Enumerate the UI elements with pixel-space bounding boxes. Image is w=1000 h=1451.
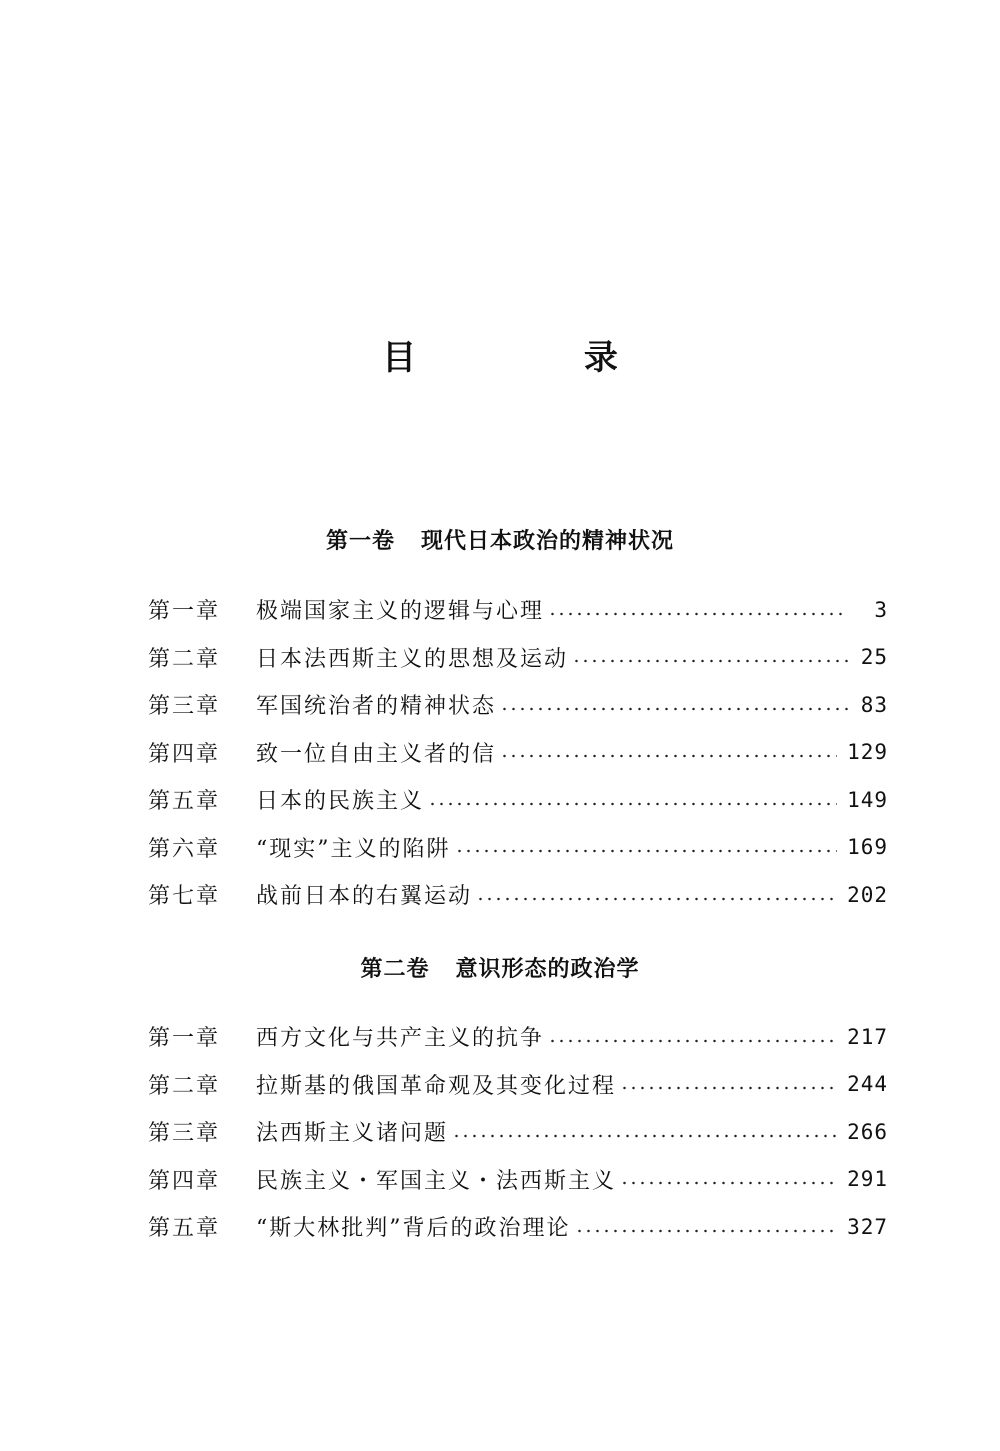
chapter-number: 第五章 — [148, 789, 221, 815]
chapter-list — [148, 1013, 888, 1251]
toc-entry[interactable] — [148, 681, 888, 729]
dot-leader — [548, 1038, 837, 1044]
chapter-title: “现实”主义的陷阱 — [256, 836, 451, 862]
chapter-title: 日本法西斯主义的思想及运动 — [256, 646, 569, 672]
chapter-title: 极端国家主义的逻辑与心理 — [256, 599, 545, 625]
toc-entry[interactable] — [148, 1203, 888, 1251]
volume-heading — [0, 524, 1000, 555]
toc-entry[interactable] — [148, 1156, 888, 1204]
chapter-title: 日本的民族主义 — [256, 789, 425, 815]
chapter-title: 民族主义・军国主义・法西斯主义 — [256, 1168, 617, 1194]
toc-entry[interactable] — [148, 1013, 888, 1061]
page-number: 217 — [847, 1024, 888, 1049]
dot-leader — [428, 801, 837, 807]
toc-entry[interactable] — [148, 776, 888, 824]
chapter-title: 拉斯基的俄国革命观及其变化过程 — [256, 1073, 617, 1099]
chapter-number: 第四章 — [148, 1168, 221, 1194]
toc-entry[interactable] — [148, 824, 888, 872]
toc-entry[interactable] — [148, 586, 888, 634]
dot-leader — [572, 658, 848, 664]
toc-entry[interactable] — [148, 729, 888, 777]
volume-number: 第一卷 — [325, 529, 395, 554]
chapter-number: 第四章 — [148, 741, 221, 767]
page-title: 目 录 — [382, 338, 696, 378]
volume-name: 现代日本政治的精神状况 — [421, 529, 675, 554]
chapter-number: 第一章 — [148, 1026, 221, 1052]
page-number: 169 — [847, 835, 888, 860]
dot-leader — [500, 753, 837, 759]
dot-leader — [452, 1133, 837, 1139]
chapter-number: 第三章 — [148, 1121, 221, 1147]
page-number: 3 — [874, 597, 888, 622]
chapter-title: 战前日本的右翼运动 — [256, 884, 473, 910]
volume-number: 第二卷 — [360, 957, 430, 982]
toc-entry[interactable] — [148, 1061, 888, 1109]
chapter-title: 军国统治者的精神状态 — [256, 694, 497, 720]
chapter-number: 第一章 — [148, 599, 221, 625]
dot-leader — [575, 1228, 838, 1234]
page-number: 327 — [847, 1214, 888, 1239]
page-number: 244 — [847, 1072, 888, 1097]
page-number: 83 — [860, 692, 888, 717]
volume-heading — [0, 952, 1000, 983]
page-number: 266 — [847, 1119, 888, 1144]
chapter-title: “斯大林批判”背后的政治理论 — [256, 1216, 571, 1242]
chapter-number: 第三章 — [148, 694, 221, 720]
chapter-title: 致一位自由主义者的信 — [256, 741, 497, 767]
page-number: 202 — [847, 882, 888, 907]
toc-entry[interactable] — [148, 871, 888, 919]
page-number: 25 — [860, 645, 888, 670]
dot-leader — [620, 1085, 837, 1091]
dot-leader — [476, 896, 837, 902]
page-number: 291 — [847, 1167, 888, 1192]
page-number: 149 — [847, 787, 888, 812]
dot-leader — [500, 706, 848, 712]
chapter-list — [148, 586, 888, 919]
toc-entry[interactable] — [148, 1108, 888, 1156]
dot-leader — [455, 848, 838, 854]
toc-entry[interactable] — [148, 634, 888, 682]
chapter-number: 第七章 — [148, 884, 221, 910]
chapter-title: 西方文化与共产主义的抗争 — [256, 1026, 545, 1052]
chapter-title: 法西斯主义诸问题 — [256, 1121, 449, 1147]
chapter-number: 第二章 — [148, 646, 221, 672]
page-number: 129 — [847, 740, 888, 765]
chapter-number: 第六章 — [148, 836, 221, 862]
chapter-number: 第二章 — [148, 1073, 221, 1099]
volume-name: 意识形态的政治学 — [455, 957, 640, 982]
chapter-number: 第五章 — [148, 1216, 221, 1242]
dot-leader — [548, 611, 848, 617]
dot-leader — [620, 1180, 837, 1186]
